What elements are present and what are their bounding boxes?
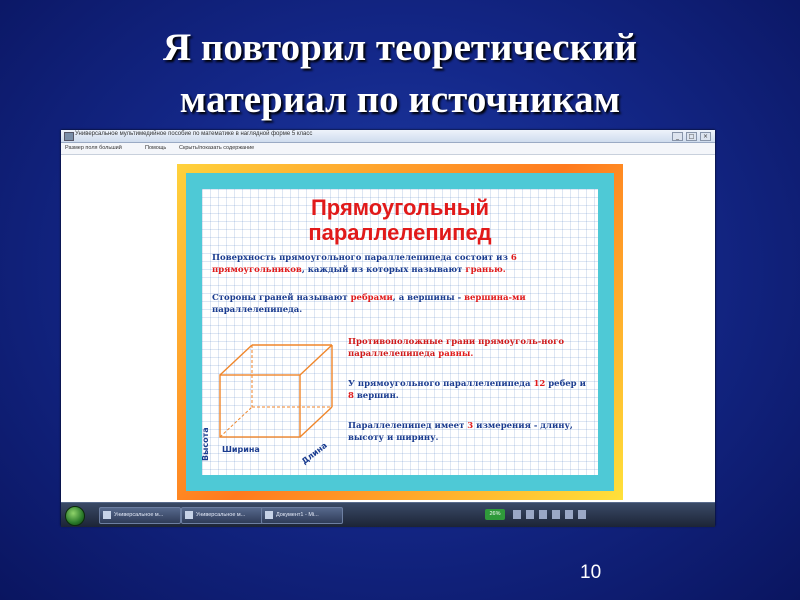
app-icon <box>64 132 74 141</box>
poster-text: У прямоугольного параллелепипеда <box>348 379 534 389</box>
poster-text: Параллелепипед имеет <box>348 421 468 431</box>
poster-highlight: 8 <box>348 390 354 401</box>
poster-title-line2: параллелепипед <box>308 220 492 245</box>
slide-title-line1: Я повторил теоретический <box>162 26 638 69</box>
poster-text: Стороны граней называют <box>212 293 351 303</box>
taskbar-item[interactable]: Универсальное м... <box>181 507 263 524</box>
slide-title-line2: материал по источникам <box>179 78 621 121</box>
poster-highlight: ребрами <box>350 293 393 303</box>
close-icon[interactable]: × <box>700 132 711 141</box>
window-menubar <box>61 143 715 155</box>
embedded-screenshot <box>61 130 715 526</box>
tray-battery-indicator[interactable]: 26% <box>485 509 505 520</box>
poster-text: , а вершины - <box>392 293 465 303</box>
poster-frame <box>177 164 623 500</box>
menu-item-size[interactable]: Размер поля больший <box>65 145 122 151</box>
tray-icon[interactable] <box>578 510 586 519</box>
window-controls <box>672 132 711 141</box>
poster-text: , каждый из которых называют <box>301 264 466 275</box>
start-button[interactable] <box>65 506 85 526</box>
tray-icon[interactable] <box>539 510 547 519</box>
label-width: Ширина <box>222 445 260 454</box>
maximize-icon[interactable]: □ <box>686 132 697 141</box>
menu-item-help[interactable]: Помощь <box>145 145 167 151</box>
poster-highlight: вершина-ми <box>464 293 526 303</box>
poster-text: Поверхность прямоугольного параллелепипеда состоит из <box>212 253 511 263</box>
poster-title <box>202 195 598 245</box>
tray-icon[interactable] <box>526 510 534 519</box>
poster-highlight: 6 прямоугольников <box>212 253 517 275</box>
edge <box>300 345 332 375</box>
tray-icons <box>513 510 586 519</box>
taskbar <box>61 502 715 527</box>
poster-text: измерения - длину, высоту и ширину. <box>348 421 573 443</box>
taskbar-item[interactable]: Документ1 - Mi... <box>261 507 343 524</box>
poster-highlight: гранью. <box>465 264 506 275</box>
slide-title <box>60 22 740 126</box>
poster-paragraph-dimensions <box>348 421 588 444</box>
tray-icon[interactable] <box>565 510 573 519</box>
poster-paragraph-edges <box>212 293 588 316</box>
poster-paragraph-surface <box>212 253 588 276</box>
front-face <box>220 375 300 437</box>
poster-text: Противоположные грани прямоуголь-ного параллелепипеда <box>348 337 565 359</box>
poster-text: вершин. <box>353 390 399 401</box>
hidden-edge <box>220 407 252 437</box>
page-number: 10 <box>580 562 602 583</box>
poster-text: параллелепипеда. <box>212 304 303 315</box>
poster-text: ребер и <box>545 379 586 389</box>
poster-paragraph-faces <box>348 337 588 360</box>
minimize-icon[interactable]: _ <box>672 132 683 141</box>
poster-highlight: 12 <box>533 379 546 389</box>
poster-title-line1: Прямоугольный <box>310 195 490 220</box>
label-length: Длина <box>300 440 329 467</box>
poster-border <box>186 173 614 491</box>
label-height: Высота <box>201 427 210 461</box>
edge <box>300 407 332 437</box>
edge <box>220 345 252 375</box>
window-titlebar <box>61 130 715 143</box>
window-title: Универсальное мультимедийное пособие по математике в наглядной форме 5 класс <box>75 131 313 137</box>
tray-icon[interactable] <box>513 510 521 519</box>
tray-icon[interactable] <box>552 510 560 519</box>
poster-paragraph-count <box>348 379 588 402</box>
taskbar-item[interactable]: Универсальное м... <box>99 507 181 524</box>
poster-highlight: равны. <box>438 348 474 359</box>
menu-item-toggle-contents[interactable]: Скрыть/показать содержание <box>179 145 255 151</box>
parallelepiped-diagram <box>210 337 340 457</box>
poster <box>202 189 598 475</box>
poster-highlight: 3 <box>467 421 474 431</box>
